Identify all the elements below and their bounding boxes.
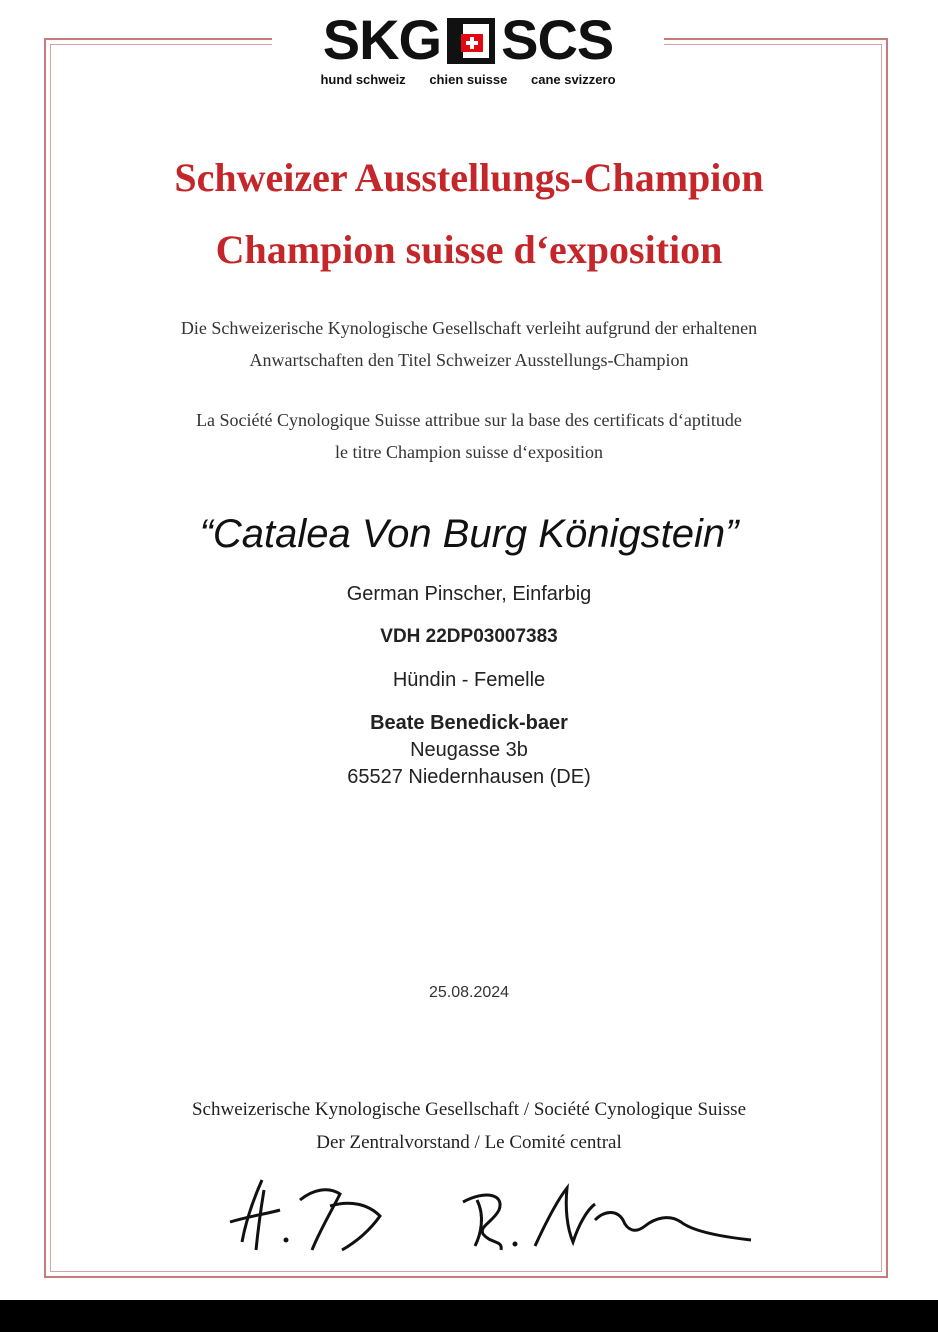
title-german: Schweizer Ausstellungs-Champion — [174, 155, 764, 200]
owner-street: Neugasse 3b — [410, 739, 528, 761]
intro-french-line-1: La Société Cynologique Suisse attribue sur la base des certificats d‘aptitude — [196, 410, 742, 430]
signature-right — [455, 1180, 765, 1260]
bottom-black-bar — [0, 1300, 938, 1332]
intro-french-line-2: le titre Champion suisse d‘exposition — [335, 442, 603, 462]
logo-sub-fr: chien suisse — [429, 72, 508, 87]
logo-scs-text: SCS — [501, 8, 614, 71]
owner-city: 65527 Niedernhausen (DE) — [347, 766, 591, 788]
issue-date: 25.08.2024 — [428, 984, 510, 1001]
intro-german-line-2: Anwartschaften den Titel Schweizer Ausstellungs-Champion — [249, 350, 689, 370]
logo-sub-it: cane svizzero — [530, 72, 616, 87]
logo-skg-text: SKG — [322, 8, 442, 71]
signature-left — [220, 1170, 400, 1260]
dog-registration: VDH 22DP03007383 — [380, 626, 558, 647]
skg-scs-logo — [272, 0, 664, 100]
dog-name: “Catalea Von Burg Königstein” — [199, 512, 739, 556]
title-french: Champion suisse d‘exposition — [215, 227, 723, 272]
intro-german-line-1: Die Schweizerische Kynologische Gesellschaft verleiht aufgrund der erhaltenen — [180, 318, 758, 338]
intro-french — [0, 404, 938, 468]
dog-breed: German Pinscher, Einfarbig — [346, 583, 592, 605]
dog-sex: Hündin - Femelle — [392, 669, 546, 691]
owner-name: Beate Benedick-baer — [370, 712, 568, 734]
footer-committee: Der Zentralvorstand / Le Comité central — [316, 1132, 622, 1153]
logo-subtitle — [272, 72, 664, 87]
logo-sub-de: hund schweiz — [320, 72, 406, 87]
intro-german — [0, 312, 938, 376]
doghouse-swiss-flag-icon — [443, 12, 499, 68]
footer-organisation: Schweizerische Kynologische Gesellschaft / Société Cynologique Suisse — [191, 1099, 747, 1120]
